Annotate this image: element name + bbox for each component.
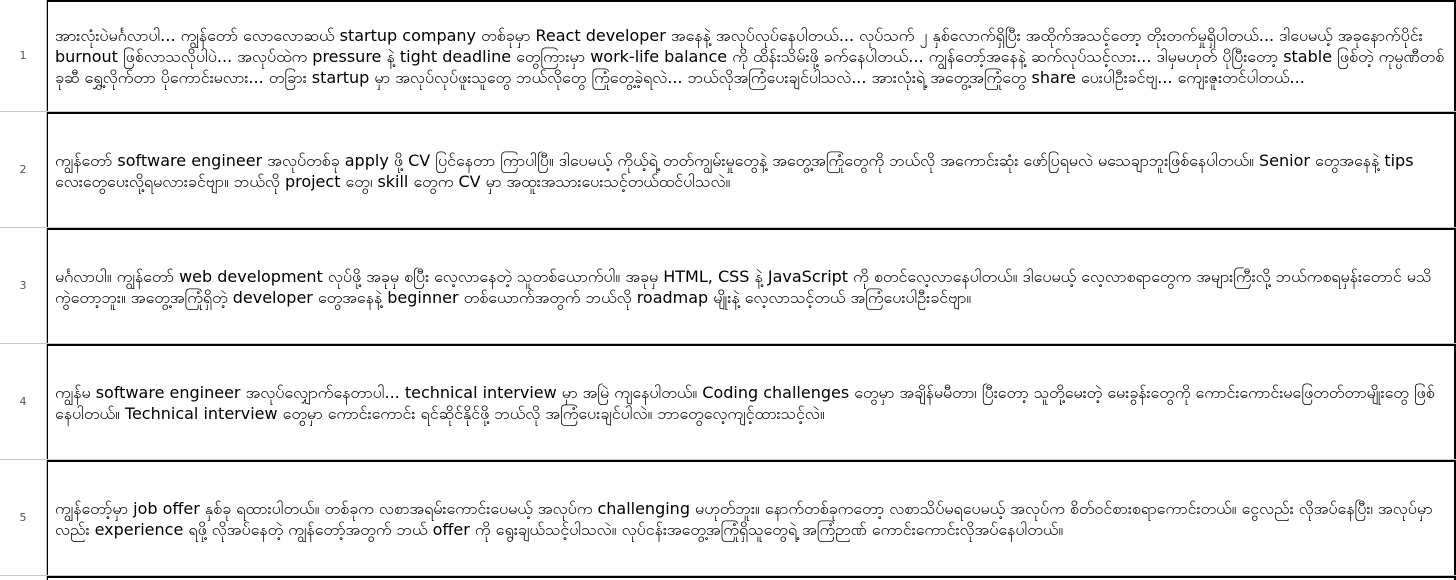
- row-header[interactable]: 2: [0, 112, 47, 227]
- cell-text: ကျွန်တော် software engineer အလုပ်တစ်ခု apply ဖို့ CV ပြင်နေတာ ကြာပါပြီ။ ဒါပေမယ့် ကိုယ့်ရဲ့ တတ်ကျွမ်းမှုတွေနဲ့ အတွေ့အကြုံတွေကို ဘယ်လို အကောင်းဆုံး ဖော်ပြရမလဲ မသေချာဘူးဖြစ်နေပါတယ်။ Senior တွေအနေနဲ့ tips လေးတွေပေးလို့ရမလားခင်ဗျာ။ ဘယ်လို project တွေ၊ skill တွေက CV မှာ အထူးအသားပေးသင့်တယ်ထင်ပါသလဲ။: [55, 150, 1414, 191]
- row-header[interactable]: 3: [0, 228, 47, 343]
- cell-text: ကျွန်မ software engineer အလုပ်လျှောက်နေတာပါ... technical interview မှာ အမြဲ ကျနေပါတယ်။ Coding challenges တွေမှာ အချိန်မမီတာ၊ ပြီးတော့ သူတို့မေးတဲ့ မေးခွန်းတွေကို ကောင်းကောင်းမဖြေတတ်တာမျိုးတွေ ဖြစ်နေပါတယ်။ Technical interview တွေမှာ ကောင်းကောင်း ရင်ဆိုင်နိုင်ဖို့ ဘယ်လို အကြံပေးချင်ပါလဲ။ ဘာတွေလေ့ကျင့်ထားသင့်လဲ။: [55, 382, 1435, 423]
- text-cell[interactable]: [47, 112, 1456, 227]
- table-row: [0, 228, 1456, 344]
- row-header[interactable]: 1: [0, 0, 47, 111]
- text-cell[interactable]: [47, 460, 1456, 575]
- text-cell[interactable]: [47, 0, 1456, 111]
- text-cell[interactable]: [47, 576, 1456, 580]
- cell-text: အားလုံးပဲမင်္ဂလာပါ... ကျွန်တော် လောလောဆယ် startup company တစ်ခုမှာ React developer အနေနဲ့ အလုပ်လုပ်နေပါတယ်... လုပ်သက် ၂ နှစ်လောက်ရှိပြီး အထိုက်အသင့်တော့ တိုးတက်မှုရှိပါတယ်... ဒါပေမယ့် အခုနောက်ပိုင်း burnout ဖြစ်လာသလိုပါပဲ... အလုပ်ထဲက pressure နဲ့ tight deadline တွေကြားမှာ work-life balance ကို ထိန်းသိမ်းဖို့ ခက်နေပါတယ်... ကျွန်တော့်အနေနဲ့ ဆက်လုပ်သင့်လား... ဒါမှမဟုတ် ပိုပြီးတော့ stable ဖြစ်တဲ့ ကုမ္ပဏီတစ်ခုဆီ ရွှေ့လိုက်တာ ပိုကောင်းမလား... တခြား startup မှာ အလုပ်လုပ်ဖူးသူတွေ ဘယ်လိုတွေ ကြုံတွေ့ခဲ့ရလဲ... ဘယ်လိုအကြံပေးချင်ပါသလဲ... အားလုံးရဲ့ အတွေ့အကြုံတွေ share ပေးပါဦးခင်ဗျ... ကျေးဇူးတင်ပါတယ်...: [55, 26, 1445, 87]
- table-row: [0, 344, 1456, 460]
- table-row: [0, 0, 1456, 112]
- row-header[interactable]: 5: [0, 460, 47, 575]
- table-row: [0, 460, 1456, 576]
- row-header[interactable]: [0, 576, 47, 580]
- row-header[interactable]: 4: [0, 344, 47, 459]
- table-row: [0, 576, 1456, 580]
- cell-text: ကျွန်တော့်မှာ job offer နှစ်ခု ရထားပါတယ်။ တစ်ခုက လစာအရမ်းကောင်းပေမယ့် အလုပ်က challenging မဟုတ်ဘူး။ နောက်တစ်ခုကတော့ လစာသိပ်မရပေမယ့် အလုပ်က စိတ်ဝင်စားစရာကောင်းတယ်။ ငွေလည်း လိုအပ်နေပြီး၊ အလုပ်မှာလည်း experience ရဖို့ လိုအပ်နေတဲ့ ကျွန်တော့်အတွက် ဘယ် offer ကို ရွေးချယ်သင့်ပါသလဲ။ လုပ်ငန်းအတွေ့အကြုံရှိသူတွေရဲ့ အကြံဉာဏ် ကောင်းကောင်းလိုအပ်နေပါတယ်။: [55, 498, 1433, 539]
- text-cell[interactable]: [47, 344, 1456, 459]
- text-cell[interactable]: [47, 228, 1456, 343]
- cell-text: မင်္ဂလာပါ။ ကျွန်တော် web development လုပ်ဖို့ အခုမှ စပြီး လေ့လာနေတဲ့ သူတစ်ယောက်ပါ။ အခုမှ HTML, CSS နဲ့ JavaScript ကို စတင်လေ့လာနေပါတယ်။ ဒါပေမယ့် လေ့လာစရာတွေက အများကြီးလို့ ဘယ်ကစရမှန်းတောင် မသိကွဲတော့ဘူး။ အတွေ့အကြုံရှိတဲ့ developer တွေအနေနဲ့ beginner တစ်ယောက်အတွက် ဘယ်လို roadmap မျိုးနဲ့ လေ့လာသင့်တယ် အကြံပေးပါဦးခင်ဗျာ။: [55, 266, 1432, 307]
- table-row: [0, 112, 1456, 228]
